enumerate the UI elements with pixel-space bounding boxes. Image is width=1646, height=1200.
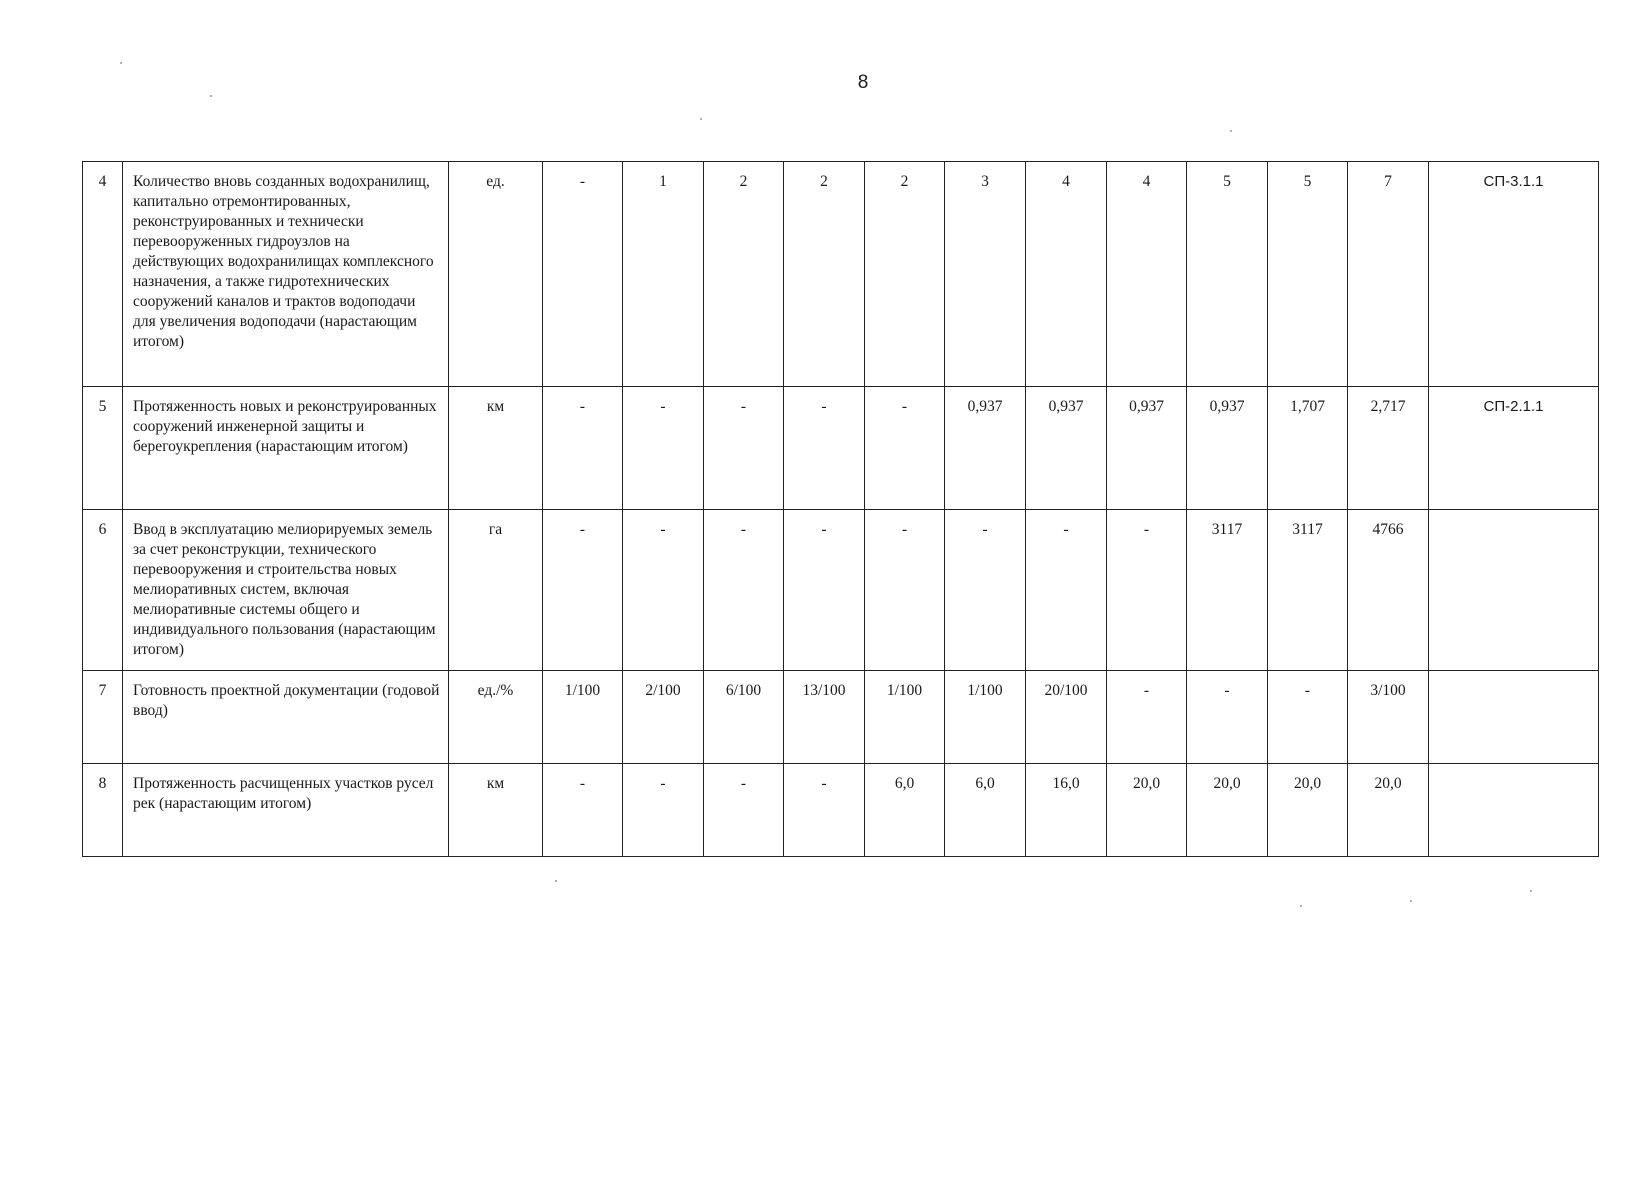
value-cell: - <box>784 510 865 671</box>
value-cell: 5 <box>1268 162 1348 387</box>
scan-speck <box>555 880 557 882</box>
value-cell: - <box>543 510 623 671</box>
scan-speck <box>210 95 212 97</box>
value-cell: - <box>865 387 945 510</box>
scan-speck <box>1230 130 1232 132</box>
value-cell: 1/100 <box>865 671 945 764</box>
value-cell: 20,0 <box>1348 764 1429 857</box>
unit-cell: км <box>449 764 543 857</box>
value-cell: - <box>623 387 704 510</box>
value-cell: - <box>543 162 623 387</box>
value-cell: 0,937 <box>1026 387 1107 510</box>
scan-speck <box>1410 900 1412 902</box>
value-cell: - <box>704 387 784 510</box>
value-cell: 7 <box>1348 162 1429 387</box>
value-cell: 5 <box>1187 162 1268 387</box>
value-cell: - <box>945 510 1026 671</box>
unit-cell: ед./% <box>449 671 543 764</box>
value-cell: - <box>543 764 623 857</box>
value-cell: - <box>1107 510 1187 671</box>
row-number: 7 <box>83 671 123 764</box>
value-cell: 1,707 <box>1268 387 1348 510</box>
value-cell: 13/100 <box>784 671 865 764</box>
value-cell: 2 <box>704 162 784 387</box>
value-cell: - <box>623 764 704 857</box>
value-cell: 3/100 <box>1348 671 1429 764</box>
page-number: 8 <box>857 72 869 93</box>
indicator-name: Количество вновь созданных водохранилищ, капитально отремонтированных, реконструированных и технически перевооруженных гидроузлов на действующих водохранилищах комплексного назначения, а также гидротехнических сооружений каналов и трактов водоподачи для увеличения водоподачи (нарастающим итогом) <box>123 162 449 387</box>
value-cell: - <box>704 510 784 671</box>
program-code: СП-2.1.1 <box>1429 387 1599 510</box>
row-number: 4 <box>83 162 123 387</box>
row-number: 5 <box>83 387 123 510</box>
indicators-table <box>82 161 1599 857</box>
table-row <box>83 510 1599 671</box>
value-cell: 2 <box>784 162 865 387</box>
value-cell: 20/100 <box>1026 671 1107 764</box>
indicator-name: Протяженность расчищенных участков русел рек (нарастающим итогом) <box>123 764 449 857</box>
unit-cell: км <box>449 387 543 510</box>
program-code: СП-3.1.1 <box>1429 162 1599 387</box>
value-cell: - <box>784 387 865 510</box>
table-row <box>83 764 1599 857</box>
value-cell: 3117 <box>1187 510 1268 671</box>
value-cell: 4766 <box>1348 510 1429 671</box>
scan-speck <box>120 62 122 64</box>
scan-speck <box>1530 890 1532 892</box>
value-cell: 2 <box>865 162 945 387</box>
table-row <box>83 162 1599 387</box>
value-cell: 2/100 <box>623 671 704 764</box>
value-cell: 6,0 <box>865 764 945 857</box>
program-code <box>1429 764 1599 857</box>
value-cell: - <box>1107 671 1187 764</box>
unit-cell: ед. <box>449 162 543 387</box>
value-cell: - <box>623 510 704 671</box>
value-cell: 16,0 <box>1026 764 1107 857</box>
value-cell: - <box>1268 671 1348 764</box>
value-cell: 4 <box>1107 162 1187 387</box>
value-cell: 0,937 <box>1187 387 1268 510</box>
table-row <box>83 387 1599 510</box>
indicator-name: Ввод в эксплуатацию мелиорируемых земель за счет реконструкции, технического перевооружения и строительства новых мелиоративных систем, включая мелиоративные системы общего и индивидуального пользования (нарастающим итогом) <box>123 510 449 671</box>
row-number: 8 <box>83 764 123 857</box>
value-cell: 1/100 <box>945 671 1026 764</box>
value-cell: 20,0 <box>1107 764 1187 857</box>
value-cell: - <box>1187 671 1268 764</box>
value-cell: 20,0 <box>1187 764 1268 857</box>
indicator-name: Протяженность новых и реконструированных сооружений инженерной защиты и берегоукрепления (нарастающим итогом) <box>123 387 449 510</box>
value-cell: 0,937 <box>1107 387 1187 510</box>
value-cell: 1 <box>623 162 704 387</box>
scan-speck <box>700 118 702 120</box>
value-cell: - <box>784 764 865 857</box>
value-cell: - <box>1026 510 1107 671</box>
row-number: 6 <box>83 510 123 671</box>
value-cell: 1/100 <box>543 671 623 764</box>
value-cell: 3117 <box>1268 510 1348 671</box>
program-code <box>1429 671 1599 764</box>
value-cell: - <box>704 764 784 857</box>
value-cell: 2,717 <box>1348 387 1429 510</box>
value-cell: 20,0 <box>1268 764 1348 857</box>
indicator-name: Готовность проектной документации (годовой ввод) <box>123 671 449 764</box>
scan-speck <box>1300 905 1302 907</box>
value-cell: 3 <box>945 162 1026 387</box>
value-cell: 0,937 <box>945 387 1026 510</box>
value-cell: 6,0 <box>945 764 1026 857</box>
unit-cell: га <box>449 510 543 671</box>
value-cell: - <box>865 510 945 671</box>
value-cell: - <box>543 387 623 510</box>
value-cell: 6/100 <box>704 671 784 764</box>
program-code <box>1429 510 1599 671</box>
value-cell: 4 <box>1026 162 1107 387</box>
table-row <box>83 671 1599 764</box>
